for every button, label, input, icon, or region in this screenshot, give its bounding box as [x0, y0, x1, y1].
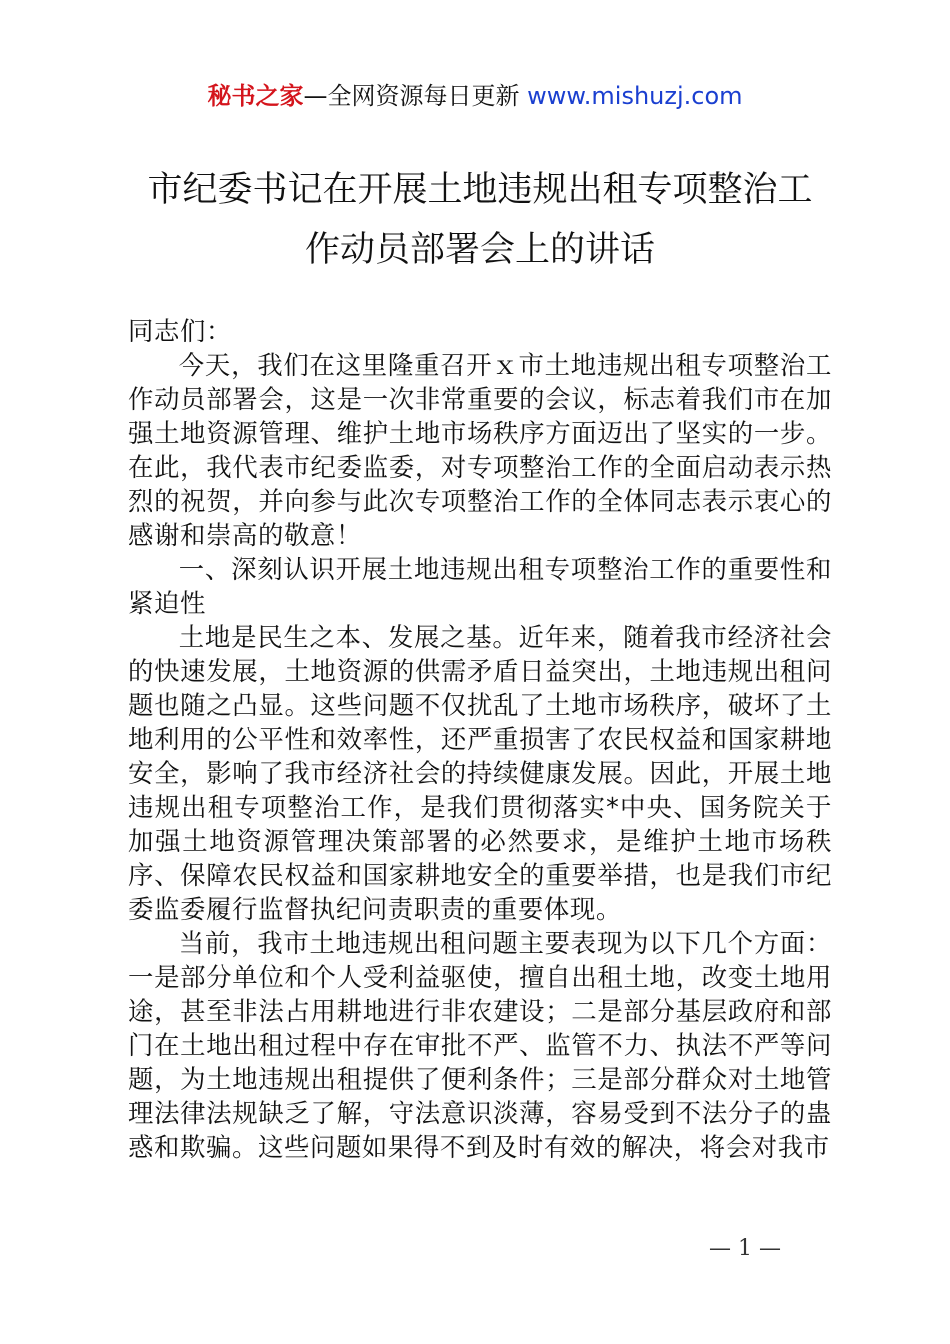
site-header [0, 80, 950, 112]
title-line-1: 市纪委书记在开展土地违规出租专项整治工 [147, 170, 813, 210]
page-number: — 1 — [709, 1236, 781, 1261]
title-line-2: 作动员部署会上的讲话 [304, 230, 655, 270]
salutation: 同志们： [128, 316, 232, 346]
document-body [128, 314, 832, 1164]
paragraph-1: 今天，我们在这里隆重召开ｘ市土地违规出租专项整治工作动员部署会，这是一次非常重要的会议，标志着我们市在加强土地资源管理、维护土地市场秩序方面迈出了坚实的一步。在此，我代表市纪委监委，对专项整治工作的全面启动表示热烈的祝贺，并向参与此次专项整治工作的全体同志表示衷心的感谢和崇高的敬意！ [128, 350, 832, 550]
site-url[interactable]: www.mishuzj.com [527, 82, 743, 110]
paragraph-3: 当前，我市土地违规出租问题主要表现为以下几个方面：一是部分单位和个人受利益驱使，擅自出租土地，改变土地用途，甚至非法占用耕地进行非农建设；二是部分基层政府和部门在土地出租过程中存在审批不严、监管不力、执法不严等问题，为土地违规出租提供了便利条件；三是部分群众对土地管理法律法规缺乏了解，守法意识淡薄，容易受到不法分子的蛊惑和欺骗。这些问题如果得不到及时有效的解决，将会对我市 [128, 928, 832, 1162]
site-brand: 秘书之家 [207, 82, 304, 110]
paragraph-2: 土地是民生之本、发展之基。近年来，随着我市经济社会的快速发展，土地资源的供需矛盾日益突出，土地违规出租问题也随之凸显。这些问题不仅扰乱了土地市场秩序，破坏了土地利用的公平性和效率性，还严重损害了农民权益和国家耕地安全，影响了我市经济社会的持续健康发展。因此，开展土地违规出租专项整治工作，是我们贯彻落实*中央、国务院关于加强土地资源管理决策部署的必然要求，是维护土地市场秩序、保障农民权益和国家耕地安全的重要举措，也是我们市纪委监委履行监督执纪问责职责的重要体现。 [128, 622, 832, 924]
site-slogan: —全网资源每日更新 [303, 82, 520, 110]
document-title [128, 160, 832, 280]
section-heading-1: 一、深刻认识开展土地违规出租专项整治工作的重要性和紧迫性 [128, 554, 832, 618]
